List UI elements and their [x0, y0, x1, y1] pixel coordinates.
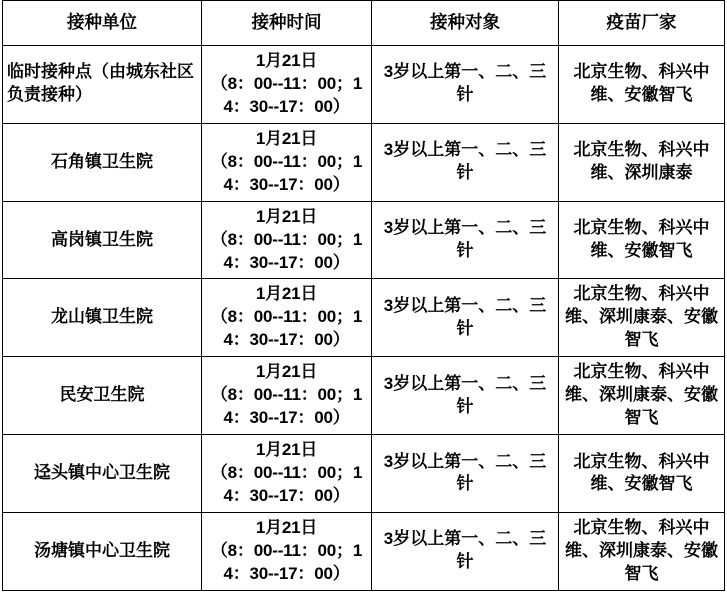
cell-manufacturer: 北京生物、科兴中维、深圳康泰、安徽智飞 [559, 279, 725, 357]
table-row [3, 512, 725, 590]
cell-unit: 迳头镇中心卫生院 [3, 435, 202, 513]
time-date: 1月21日 [255, 440, 318, 460]
cell-time [202, 201, 372, 279]
cell-target: 3岁以上第一、二、三针 [372, 435, 559, 513]
time-hours: （8：00--11：00；14：30--17：00） [210, 229, 363, 272]
time-hours: （8：00--11：00；14：30--17：00） [210, 540, 363, 583]
table-row [3, 201, 725, 279]
cell-target: 3岁以上第一、二、三针 [372, 201, 559, 279]
table-header-row [3, 1, 725, 46]
cell-target: 3岁以上第一、二、三针 [372, 279, 559, 357]
table-body [3, 46, 725, 591]
cell-target: 3岁以上第一、二、三针 [372, 123, 559, 201]
cell-unit: 汤塘镇中心卫生院 [3, 512, 202, 590]
time-date: 1月21日 [255, 284, 318, 304]
cell-time [202, 435, 372, 513]
cell-manufacturer: 北京生物、科兴中维、安徽智飞 [559, 201, 725, 279]
column-header-target: 接种对象 [372, 1, 559, 46]
table-row [3, 357, 725, 435]
cell-manufacturer: 北京生物、科兴中维、安徽智飞 [559, 46, 725, 124]
cell-target: 3岁以上第一、二、三针 [372, 512, 559, 590]
table-row [3, 435, 725, 513]
cell-time [202, 357, 372, 435]
cell-unit: 石角镇卫生院 [3, 123, 202, 201]
time-hours: （8：00--11：00；14：30--17：00） [210, 385, 363, 428]
time-date: 1月21日 [255, 362, 318, 382]
cell-unit: 民安卫生院 [3, 357, 202, 435]
time-hours: （8：00--11：00；14：30--17：00） [210, 73, 363, 116]
vaccination-schedule-table [2, 0, 725, 591]
column-header-time: 接种时间 [202, 1, 372, 46]
time-hours: （8：00--11：00；14：30--17：00） [210, 307, 363, 350]
table-header [3, 1, 725, 46]
time-hours: （8：00--11：00；14：30--17：00） [210, 151, 363, 194]
cell-unit: 临时接种点（由城东社区负责接种） [3, 46, 202, 124]
time-date: 1月21日 [255, 51, 318, 70]
cell-manufacturer: 北京生物、科兴中维、深圳康泰、安徽智飞 [559, 512, 725, 590]
cell-manufacturer: 北京生物、科兴中维、深圳康泰 [559, 123, 725, 201]
cell-manufacturer: 北京生物、科兴中维、安徽智飞 [559, 435, 725, 513]
time-hours: （8：00--11：00；14：30--17：00） [210, 463, 363, 505]
table-row [3, 279, 725, 357]
column-header-manufacturer: 疫苗厂家 [559, 1, 725, 46]
cell-manufacturer: 北京生物、科兴中维、深圳康泰、安徽智飞 [559, 357, 725, 435]
cell-unit: 龙山镇卫生院 [3, 279, 202, 357]
cell-target: 3岁以上第一、二、三针 [372, 357, 559, 435]
cell-time [202, 46, 372, 124]
table-row [3, 123, 725, 201]
cell-time [202, 279, 372, 357]
cell-target: 3岁以上第一、二、三针 [372, 46, 559, 124]
cell-time [202, 123, 372, 201]
time-date: 1月21日 [255, 128, 318, 148]
cell-time [202, 512, 372, 590]
cell-unit: 高岗镇卫生院 [3, 201, 202, 279]
column-header-unit: 接种单位 [3, 1, 202, 46]
table-row [3, 46, 725, 124]
time-date: 1月21日 [255, 517, 318, 537]
time-date: 1月21日 [255, 206, 318, 226]
